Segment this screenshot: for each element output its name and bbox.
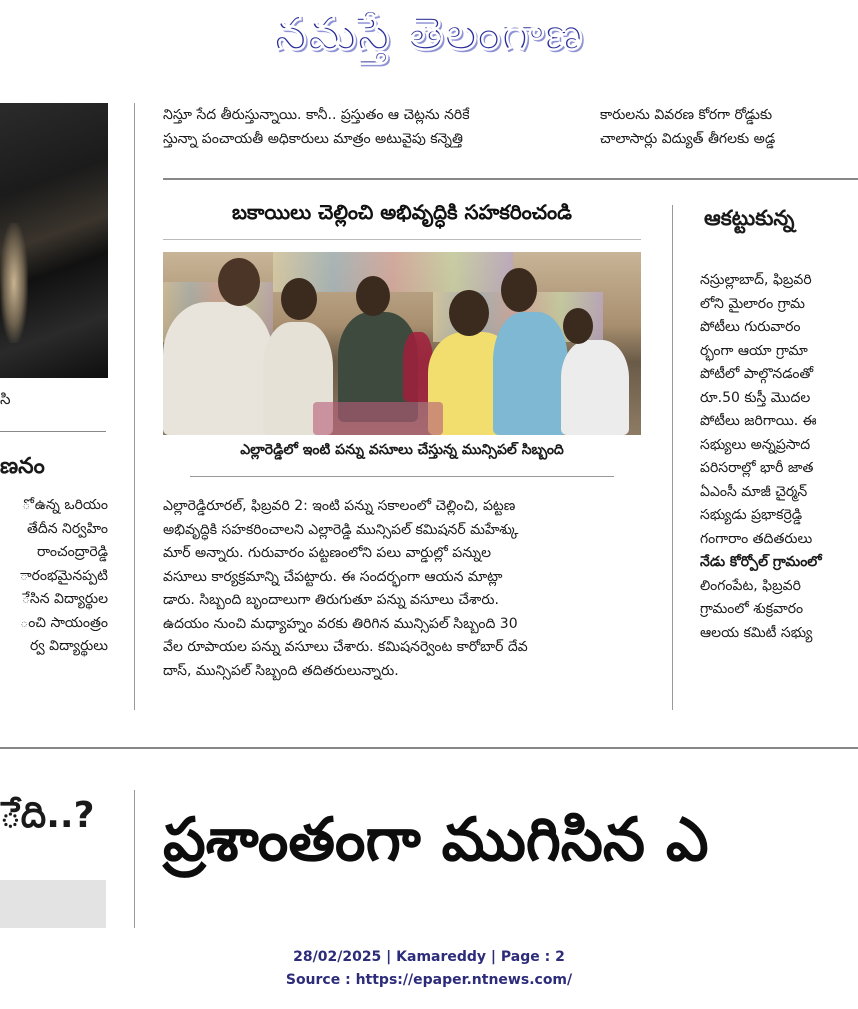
headline-underline [163,239,641,240]
photo-caption: ఎల్లారెడ్డిలో ఇంటి పన్ను వసూలు చేస్తున్న మున్సిపల్ సిబ్బంది [240,442,564,458]
top-mid-text [163,104,583,151]
right-body-line: పోటీలో పాల్గొనడంతో [700,366,814,382]
bottom-left-box [0,880,106,928]
top-divider [163,178,858,180]
right-body-line: పోటీలు జరిగాయి. ఈ [700,413,817,429]
caption-rule [190,476,614,477]
column-rule-right [672,205,673,710]
body-line: ఉదయం నుంచి మధ్యాహ్నం వరకు తిరిగిన మున్సిపల్ సిబ్బంది 30 [163,615,518,632]
top-mid-line: నిస్తూ సేద తీరుస్తున్నాయి. కానీ.. ప్రస్తుతం ఆ చెట్లను నరికే [163,107,470,123]
right-body-line: ఆలయ కమిటీ సభ్యు [700,624,813,641]
bottom-left-headline: ేది..? [0,795,95,836]
left-photo [0,103,108,378]
right-subhead: నేడు కోర్పోల్ గ్రామంలో [700,554,822,570]
left-body-line: ారంభమైనప్పటి [19,567,108,584]
top-right-line: కారులను వివరణ కోరగా రోడ్డుకు [600,107,773,123]
article-headline: బకాయిలు చెల్లించి అభివృద్ధికి సహకరించండి [232,200,572,224]
bottom-headline: ప్రశాంతంగా ముగిసిన ఎ [163,805,709,875]
left-body-line: ర్వ విద్యార్థులు [29,638,108,654]
right-body-line: సభ్యులు అన్నప్రసాద [700,436,811,453]
left-divider [0,431,106,432]
left-body-line: తేదీన నిర్వహిం [26,520,108,537]
right-body-line: లింగంపేట, ఫిబ్రవరి [700,577,801,594]
left-body-line: ో ఉన్న ఒరియం [22,497,108,513]
right-body-line: గ్రామంలో శుక్రవారం [700,601,804,617]
left-photo-caption: సి [0,390,11,408]
article-body [163,495,647,683]
right-body-line: పరిసరాల్లో భారీ జాత [700,460,814,476]
bottom-column-rule [134,790,135,928]
right-body-line: రూ.50 కుస్తీ మొదల [700,389,811,406]
body-line: డారు. సిబ్బంది బృందాలుగా తిరుగుతూ పన్ను వసూలు చేశారు. [163,592,499,608]
newspaper-logo: నమస్తే తెలంగాణ [274,6,584,60]
right-body-line: సభ్యుడు ప్రభాకర్రెడ్డి [700,507,803,523]
section-divider [0,747,858,749]
right-body [700,269,858,645]
body-line: అభివృద్ధికి సహకరించాలని ఎల్లారెడ్డి మున్సిపల్ కమిషనర్ మహేశ్కు [163,521,519,538]
top-right-line: చాలాసార్లు విద్యుత్ తీగలకు అడ్డ [600,130,776,147]
right-body-line: లోని మైలారం గ్రామ [700,295,805,312]
left-headline: ణనం [0,454,45,479]
body-line: వేల రూపాయల పన్ను వసూలు చేశారు. కమిషనర్వెంట కారోబార్ దేవ [163,639,528,655]
column-rule-left [134,103,135,710]
right-headline: ఆకట్టుకున్న [704,206,795,230]
body-line: వసూలు కార్యక్రమాన్ని చేపట్టారు. ఈ సందర్భంగా ఆయన మాట్లా [163,568,503,585]
left-body [0,494,108,659]
footer-date-page: 28/02/2025 | Kamareddy | Page : 2 [293,949,565,965]
right-body-line: ఏఎంసీ మాజీ చైర్మన్ [700,483,808,500]
left-body-line: రాంచంద్రారెడ్డి [36,544,108,560]
body-line: మార్ అన్నారు. గురువారం పట్టణంలోని పలు వార్డుల్లో పన్నుల [163,545,492,561]
masthead [0,0,858,80]
top-mid-line: స్తున్నా పంచాయతీ అధికారులు మాత్రం అటువైపు కన్నెత్తి [163,130,463,147]
left-body-line: ేసిన విద్యార్థుల [21,591,108,607]
article-photo [163,252,641,435]
left-body-line: ంచి సాయంత్రం [20,614,108,631]
top-right-text [600,104,858,151]
body-line: ఎల్లారెడ్డిరూరల్, ఫిబ్రవరి 2: ఇంటి పన్ను సకాలంలో చెల్లించి, పట్టణ [163,498,516,514]
body-line: దాస్, మున్సిపల్ సిబ్బంది తదితరులున్నారు. [163,662,399,679]
right-body-line: గంగారాం తదితరులు [700,530,813,547]
right-body-line: ర్భంగా ఆయా గ్రామా [700,342,808,359]
footer [0,946,858,992]
right-body-line: పోటీలు గురువారం [700,319,801,335]
footer-source: Source : https://epaper.ntnews.com/ [285,972,573,988]
right-body-line: నస్రుల్లాబాద్, ఫిబ్రవరి [700,272,812,288]
